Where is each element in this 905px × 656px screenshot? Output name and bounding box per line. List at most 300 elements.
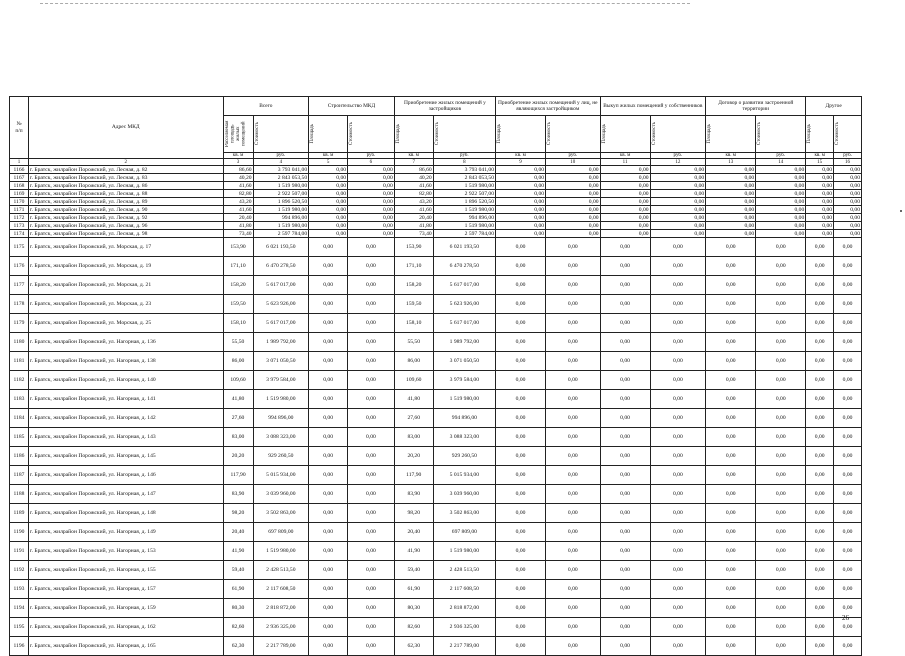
cost-cell: 0,00 bbox=[546, 198, 601, 206]
row-number-cell: 1170 bbox=[10, 198, 29, 206]
cost-cell: 0,00 bbox=[834, 182, 862, 190]
area-cell: 0,00 bbox=[600, 238, 650, 257]
area-cell: 0,00 bbox=[496, 206, 546, 214]
area-cell: 0,00 bbox=[706, 182, 756, 190]
area-cell: 0,00 bbox=[309, 428, 348, 447]
cost-cell: 929 260,50 bbox=[433, 447, 495, 466]
table-row bbox=[10, 580, 862, 599]
cost-cell: 697 809,00 bbox=[253, 523, 309, 542]
area-cell: 0,00 bbox=[806, 333, 834, 352]
unit-cell: кв. м bbox=[223, 153, 253, 159]
column-number-cell: 13 bbox=[706, 159, 756, 166]
area-cell: 0,00 bbox=[806, 504, 834, 523]
cost-cell: 0,00 bbox=[834, 238, 862, 257]
cost-cell: 2 117 608,50 bbox=[433, 580, 495, 599]
area-cell: 0,00 bbox=[600, 352, 650, 371]
row-number-cell: 1194 bbox=[10, 599, 29, 618]
cost-cell: 3 088 323,00 bbox=[433, 428, 495, 447]
area-cell: 0,00 bbox=[309, 637, 348, 656]
area-cell: 0,00 bbox=[806, 485, 834, 504]
area-cell: 0,00 bbox=[706, 257, 756, 276]
area-cell: 82,80 bbox=[223, 190, 253, 198]
column-number-cell: 9 bbox=[496, 159, 546, 166]
row-number-cell: 1189 bbox=[10, 504, 29, 523]
cost-cell: 0,00 bbox=[834, 166, 862, 174]
cost-cell: 0,00 bbox=[756, 174, 806, 182]
cost-cell: 2 597 784,00 bbox=[433, 230, 495, 238]
area-cell: 0,00 bbox=[806, 222, 834, 230]
column-number-cell: 15 bbox=[806, 159, 834, 166]
cost-cell: 0,00 bbox=[348, 390, 395, 409]
area-cell: 0,00 bbox=[496, 599, 546, 618]
area-cell: 0,00 bbox=[600, 485, 650, 504]
area-cell: 0,00 bbox=[806, 314, 834, 333]
cost-cell: 0,00 bbox=[546, 352, 601, 371]
area-cell: 0,00 bbox=[496, 523, 546, 542]
cost-cell: 0,00 bbox=[348, 314, 395, 333]
area-cell: 0,00 bbox=[806, 637, 834, 656]
area-cell: 20,40 bbox=[394, 523, 433, 542]
area-cell: 0,00 bbox=[309, 504, 348, 523]
area-cell: 83,90 bbox=[223, 485, 253, 504]
table-row bbox=[10, 409, 862, 428]
subheader-label: Стоимость bbox=[349, 122, 355, 146]
row-number-cell: 1192 bbox=[10, 561, 29, 580]
cost-cell: 0,00 bbox=[650, 352, 706, 371]
subheader-area bbox=[806, 116, 834, 153]
cost-cell: 2 818 872,00 bbox=[253, 599, 309, 618]
cost-cell: 0,00 bbox=[650, 166, 706, 174]
cost-cell: 0,00 bbox=[546, 214, 601, 222]
subheader-label: Расселяемая площадь жилых помещений bbox=[224, 120, 247, 148]
resettlement-table bbox=[9, 96, 862, 656]
cost-cell: 0,00 bbox=[756, 637, 806, 656]
cost-cell: 0,00 bbox=[546, 333, 601, 352]
cost-cell: 994 896,00 bbox=[433, 214, 495, 222]
cost-cell: 0,00 bbox=[834, 523, 862, 542]
area-cell: 0,00 bbox=[309, 333, 348, 352]
unit-cell: кв. м bbox=[600, 153, 650, 159]
area-cell: 0,00 bbox=[706, 580, 756, 599]
cost-cell: 0,00 bbox=[650, 561, 706, 580]
cost-cell: 697 809,00 bbox=[433, 523, 495, 542]
cost-cell: 0,00 bbox=[834, 206, 862, 214]
cost-cell: 0,00 bbox=[650, 206, 706, 214]
table-row bbox=[10, 257, 862, 276]
cost-cell: 1 989 792,00 bbox=[253, 333, 309, 352]
subheader-area bbox=[394, 116, 433, 153]
cost-cell: 0,00 bbox=[756, 166, 806, 174]
cost-cell: 2 217 789,00 bbox=[253, 637, 309, 656]
area-cell: 0,00 bbox=[706, 561, 756, 580]
area-cell: 0,00 bbox=[600, 618, 650, 637]
area-cell: 59,40 bbox=[223, 561, 253, 580]
table-row bbox=[10, 390, 862, 409]
area-cell: 0,00 bbox=[496, 409, 546, 428]
address-cell: г. Братск, жилрайон Порожский, ул. Лесная, д. 83 bbox=[28, 174, 223, 182]
cost-cell: 0,00 bbox=[650, 295, 706, 314]
cost-cell: 0,00 bbox=[756, 371, 806, 390]
column-number-cell: 12 bbox=[650, 159, 706, 166]
cost-cell: 1 896 520,50 bbox=[433, 198, 495, 206]
row-number-cell: 1181 bbox=[10, 352, 29, 371]
area-cell: 0,00 bbox=[600, 599, 650, 618]
area-cell: 0,00 bbox=[600, 504, 650, 523]
table-row bbox=[10, 166, 862, 174]
cost-cell: 1 519 980,00 bbox=[433, 182, 495, 190]
cost-cell: 2 922 507,00 bbox=[433, 190, 495, 198]
cost-cell: 0,00 bbox=[650, 174, 706, 182]
cost-cell: 3 071 050,50 bbox=[433, 352, 495, 371]
address-cell: г. Братск, жилрайон Порожский, ул. Лесная, д. 98 bbox=[28, 230, 223, 238]
area-cell: 158,20 bbox=[394, 276, 433, 295]
cost-cell: 0,00 bbox=[650, 314, 706, 333]
cost-cell: 2 217 789,00 bbox=[433, 637, 495, 656]
cost-cell: 0,00 bbox=[756, 599, 806, 618]
area-cell: 41,80 bbox=[394, 222, 433, 230]
unit-cell: руб. bbox=[348, 153, 395, 159]
cost-cell: 0,00 bbox=[546, 466, 601, 485]
area-cell: 0,00 bbox=[309, 542, 348, 561]
row-number-cell: 1196 bbox=[10, 637, 29, 656]
area-cell: 43,20 bbox=[394, 198, 433, 206]
header-group-development-agreement: Договор о развитии застроенной территории bbox=[706, 97, 806, 116]
area-cell: 0,00 bbox=[806, 599, 834, 618]
cost-cell: 0,00 bbox=[756, 230, 806, 238]
row-number-cell: 1188 bbox=[10, 485, 29, 504]
column-number-cell: 6 bbox=[348, 159, 395, 166]
address-cell: г. Братск, жилрайон Порожский, ул. Нагорная, д. 165 bbox=[28, 637, 223, 656]
cost-cell: 0,00 bbox=[834, 466, 862, 485]
area-cell: 0,00 bbox=[496, 371, 546, 390]
area-cell: 117,90 bbox=[394, 466, 433, 485]
table-row bbox=[10, 314, 862, 333]
table-row bbox=[10, 447, 862, 466]
cost-cell: 1 519 980,00 bbox=[253, 206, 309, 214]
area-cell: 0,00 bbox=[706, 390, 756, 409]
table-row bbox=[10, 230, 862, 238]
area-cell: 0,00 bbox=[806, 428, 834, 447]
area-cell: 0,00 bbox=[600, 466, 650, 485]
row-number-cell: 1185 bbox=[10, 428, 29, 447]
cost-cell: 0,00 bbox=[756, 190, 806, 198]
address-cell: г. Братск, жилрайон Порожский, ул. Лесная, д. 96 bbox=[28, 222, 223, 230]
table-row bbox=[10, 206, 862, 214]
cost-cell: 0,00 bbox=[348, 276, 395, 295]
address-cell: г. Братск, жилрайон Порожский, ул. Морская, д. 17 bbox=[28, 238, 223, 257]
row-number-cell: 1187 bbox=[10, 466, 29, 485]
area-cell: 0,00 bbox=[309, 295, 348, 314]
table-row bbox=[10, 371, 862, 390]
subheader-label: Стоимость bbox=[254, 122, 260, 146]
scan-speck bbox=[900, 210, 902, 212]
cost-cell: 0,00 bbox=[546, 206, 601, 214]
address-cell: г. Братск, жилрайон Порожский, ул. Нагорная, д. 143 bbox=[28, 428, 223, 447]
area-cell: 0,00 bbox=[309, 447, 348, 466]
cost-cell: 2 818 872,00 bbox=[433, 599, 495, 618]
row-number-cell: 1169 bbox=[10, 190, 29, 198]
cost-cell: 0,00 bbox=[756, 276, 806, 295]
area-cell: 153,90 bbox=[394, 238, 433, 257]
row-number-cell: 1168 bbox=[10, 182, 29, 190]
area-cell: 0,00 bbox=[309, 190, 348, 198]
area-cell: 0,00 bbox=[496, 174, 546, 182]
unit-cell: кв. м bbox=[496, 153, 546, 159]
area-cell: 0,00 bbox=[496, 198, 546, 206]
area-cell: 98,20 bbox=[394, 504, 433, 523]
row-number-cell: 1178 bbox=[10, 295, 29, 314]
area-cell: 0,00 bbox=[706, 599, 756, 618]
cost-cell: 0,00 bbox=[650, 198, 706, 206]
cost-cell: 0,00 bbox=[756, 466, 806, 485]
subheader-label: Площадь bbox=[707, 124, 713, 144]
area-cell: 40,20 bbox=[223, 174, 253, 182]
area-cell: 0,00 bbox=[706, 504, 756, 523]
cost-cell: 0,00 bbox=[834, 428, 862, 447]
area-cell: 109,60 bbox=[394, 371, 433, 390]
cost-cell: 0,00 bbox=[834, 198, 862, 206]
cost-cell: 0,00 bbox=[756, 222, 806, 230]
row-number-cell: 1176 bbox=[10, 257, 29, 276]
row-number-cell: 1191 bbox=[10, 542, 29, 561]
cost-cell: 0,00 bbox=[834, 314, 862, 333]
cost-cell: 0,00 bbox=[348, 618, 395, 637]
area-cell: 59,40 bbox=[394, 561, 433, 580]
area-cell: 0,00 bbox=[806, 580, 834, 599]
column-number-cell: 11 bbox=[600, 159, 650, 166]
subheader-cost bbox=[433, 116, 495, 153]
area-cell: 0,00 bbox=[309, 257, 348, 276]
area-cell: 0,00 bbox=[706, 238, 756, 257]
area-cell: 0,00 bbox=[600, 174, 650, 182]
cost-cell: 3 793 041,00 bbox=[433, 166, 495, 174]
cost-cell: 0,00 bbox=[348, 206, 395, 214]
address-cell: г. Братск, жилрайон Порожский, ул. Нагорная, д. 148 bbox=[28, 504, 223, 523]
cost-cell: 0,00 bbox=[834, 409, 862, 428]
cost-cell: 5 617 017,00 bbox=[253, 276, 309, 295]
unit-cell: руб. bbox=[546, 153, 601, 159]
cost-cell: 0,00 bbox=[756, 447, 806, 466]
cost-cell: 0,00 bbox=[756, 333, 806, 352]
area-cell: 0,00 bbox=[309, 276, 348, 295]
row-number-cell: 1166 bbox=[10, 166, 29, 174]
subheader-area bbox=[496, 116, 546, 153]
area-cell: 27,60 bbox=[223, 409, 253, 428]
cost-cell: 0,00 bbox=[756, 580, 806, 599]
area-cell: 0,00 bbox=[496, 295, 546, 314]
address-cell: г. Братск, жилрайон Порожский, ул. Морская, д. 21 bbox=[28, 276, 223, 295]
address-cell: г. Братск, жилрайон Порожский, ул. Лесная, д. 82 bbox=[28, 166, 223, 174]
cost-cell: 0,00 bbox=[546, 295, 601, 314]
cost-cell: 3 088 323,00 bbox=[253, 428, 309, 447]
cost-cell: 5 623 926,00 bbox=[253, 295, 309, 314]
header-group-buyout: Выкуп жилых помещений у собственников bbox=[600, 97, 706, 116]
cost-cell: 0,00 bbox=[348, 166, 395, 174]
subheader-cost bbox=[253, 116, 309, 153]
cost-cell: 0,00 bbox=[546, 230, 601, 238]
cost-cell: 0,00 bbox=[834, 295, 862, 314]
row-number-cell: 1184 bbox=[10, 409, 29, 428]
cost-cell: 0,00 bbox=[546, 174, 601, 182]
area-cell: 0,00 bbox=[600, 523, 650, 542]
cost-cell: 0,00 bbox=[650, 182, 706, 190]
address-cell: г. Братск, жилрайон Порожский, ул. Лесная, д. 86 bbox=[28, 182, 223, 190]
cost-cell: 0,00 bbox=[348, 222, 395, 230]
unit-cell: кв. м bbox=[309, 153, 348, 159]
area-cell: 0,00 bbox=[706, 333, 756, 352]
cost-cell: 994 896,00 bbox=[253, 214, 309, 222]
subheader-label: Стоимость bbox=[547, 122, 553, 146]
cost-cell: 0,00 bbox=[834, 618, 862, 637]
column-number-cell: 1 bbox=[10, 159, 29, 166]
subheader-label: Стоимость bbox=[835, 122, 841, 146]
unit-cell: руб. bbox=[433, 153, 495, 159]
cost-cell: 0,00 bbox=[650, 447, 706, 466]
area-cell: 0,00 bbox=[706, 523, 756, 542]
cost-cell: 5 617 017,00 bbox=[433, 314, 495, 333]
cost-cell: 0,00 bbox=[546, 599, 601, 618]
column-number-cell: 3 bbox=[223, 159, 253, 166]
row-number-cell: 1174 bbox=[10, 230, 29, 238]
cost-cell: 0,00 bbox=[546, 222, 601, 230]
cost-cell: 0,00 bbox=[546, 314, 601, 333]
area-cell: 0,00 bbox=[309, 230, 348, 238]
area-cell: 0,00 bbox=[706, 542, 756, 561]
cost-cell: 0,00 bbox=[650, 466, 706, 485]
area-cell: 0,00 bbox=[600, 198, 650, 206]
subheader-label: Стоимость bbox=[651, 122, 657, 146]
cost-cell: 0,00 bbox=[650, 238, 706, 257]
area-cell: 0,00 bbox=[496, 190, 546, 198]
area-cell: 0,00 bbox=[496, 637, 546, 656]
cost-cell: 2 843 053,50 bbox=[253, 174, 309, 182]
address-cell: г. Братск, жилрайон Порожский, ул. Нагорная, д. 138 bbox=[28, 352, 223, 371]
cost-cell: 0,00 bbox=[348, 182, 395, 190]
cost-cell: 0,00 bbox=[348, 198, 395, 206]
cost-cell: 0,00 bbox=[756, 504, 806, 523]
area-cell: 0,00 bbox=[806, 182, 834, 190]
cost-cell: 0,00 bbox=[546, 637, 601, 656]
cost-cell: 0,00 bbox=[756, 206, 806, 214]
area-cell: 0,00 bbox=[600, 580, 650, 599]
row-number-cell: 1177 bbox=[10, 276, 29, 295]
area-cell: 0,00 bbox=[806, 198, 834, 206]
cost-cell: 0,00 bbox=[834, 333, 862, 352]
cost-cell: 0,00 bbox=[348, 542, 395, 561]
area-cell: 0,00 bbox=[806, 618, 834, 637]
area-cell: 80,30 bbox=[223, 599, 253, 618]
column-number-cell: 14 bbox=[756, 159, 806, 166]
subheader-area bbox=[309, 116, 348, 153]
area-cell: 0,00 bbox=[309, 523, 348, 542]
area-cell: 83,90 bbox=[394, 485, 433, 504]
address-cell: г. Братск, жилрайон Порожский, ул. Лесная, д. 89 bbox=[28, 198, 223, 206]
cost-cell: 0,00 bbox=[546, 485, 601, 504]
area-cell: 98,20 bbox=[223, 504, 253, 523]
cost-cell: 0,00 bbox=[650, 276, 706, 295]
area-cell: 0,00 bbox=[806, 206, 834, 214]
cost-cell: 0,00 bbox=[546, 182, 601, 190]
area-cell: 158,10 bbox=[223, 314, 253, 333]
table-row bbox=[10, 295, 862, 314]
address-cell: г. Братск, жилрайон Порожский, ул. Нагорная, д. 159 bbox=[28, 599, 223, 618]
column-number-cell: 16 bbox=[834, 159, 862, 166]
table-row bbox=[10, 504, 862, 523]
area-cell: 0,00 bbox=[806, 352, 834, 371]
header-row-number: № п/п bbox=[10, 97, 29, 159]
cost-cell: 0,00 bbox=[834, 561, 862, 580]
cost-cell: 0,00 bbox=[348, 371, 395, 390]
cost-cell: 3 979 584,00 bbox=[433, 371, 495, 390]
cost-cell: 1 519 980,00 bbox=[433, 390, 495, 409]
area-cell: 109,60 bbox=[223, 371, 253, 390]
cost-cell: 0,00 bbox=[650, 230, 706, 238]
cost-cell: 0,00 bbox=[348, 190, 395, 198]
column-number-cell: 2 bbox=[28, 159, 223, 166]
area-cell: 55,50 bbox=[394, 333, 433, 352]
area-cell: 0,00 bbox=[496, 257, 546, 276]
table-row bbox=[10, 561, 862, 580]
column-number-cell: 4 bbox=[253, 159, 309, 166]
area-cell: 82,60 bbox=[223, 618, 253, 637]
cost-cell: 0,00 bbox=[756, 198, 806, 206]
area-cell: 86,00 bbox=[223, 352, 253, 371]
area-cell: 0,00 bbox=[496, 238, 546, 257]
column-number-cell: 7 bbox=[394, 159, 433, 166]
area-cell: 0,00 bbox=[309, 561, 348, 580]
address-cell: г. Братск, жилрайон Порожский, ул. Нагорная, д. 142 bbox=[28, 409, 223, 428]
cost-cell: 0,00 bbox=[546, 238, 601, 257]
address-cell: г. Братск, жилрайон Порожский, ул. Нагорная, д. 141 bbox=[28, 390, 223, 409]
table-row bbox=[10, 238, 862, 257]
address-cell: г. Братск, жилрайон Порожский, ул. Лесная, д. 90 bbox=[28, 206, 223, 214]
address-cell: г. Братск, жилрайон Порожский, ул. Нагорная, д. 157 bbox=[28, 580, 223, 599]
area-cell: 0,00 bbox=[806, 174, 834, 182]
cost-cell: 0,00 bbox=[756, 314, 806, 333]
cost-cell: 3 039 960,00 bbox=[253, 485, 309, 504]
cost-cell: 929 260,50 bbox=[253, 447, 309, 466]
cost-cell: 0,00 bbox=[834, 174, 862, 182]
area-cell: 0,00 bbox=[806, 230, 834, 238]
area-cell: 0,00 bbox=[309, 371, 348, 390]
column-number-cell: 10 bbox=[546, 159, 601, 166]
table-row bbox=[10, 542, 862, 561]
cost-cell: 0,00 bbox=[756, 295, 806, 314]
table-row bbox=[10, 466, 862, 485]
area-cell: 0,00 bbox=[806, 214, 834, 222]
area-cell: 159,50 bbox=[223, 295, 253, 314]
table-row bbox=[10, 599, 862, 618]
cost-cell: 0,00 bbox=[834, 276, 862, 295]
area-cell: 0,00 bbox=[706, 428, 756, 447]
area-cell: 61,90 bbox=[223, 580, 253, 599]
area-cell: 0,00 bbox=[496, 166, 546, 174]
area-cell: 0,00 bbox=[309, 166, 348, 174]
area-cell: 55,50 bbox=[223, 333, 253, 352]
cost-cell: 1 519 980,00 bbox=[433, 206, 495, 214]
cost-cell: 0,00 bbox=[348, 466, 395, 485]
cost-cell: 3 039 960,00 bbox=[433, 485, 495, 504]
area-cell: 41,60 bbox=[223, 206, 253, 214]
row-number-cell: 1193 bbox=[10, 580, 29, 599]
area-cell: 41,80 bbox=[394, 390, 433, 409]
subheader-label: Площадь bbox=[395, 124, 401, 144]
area-cell: 0,00 bbox=[496, 314, 546, 333]
subheader-label: Стоимость bbox=[757, 122, 763, 146]
address-cell: г. Братск, жилрайон Порожский, ул. Нагорная, д. 155 bbox=[28, 561, 223, 580]
column-number-cell: 8 bbox=[433, 159, 495, 166]
address-cell: г. Братск, жилрайон Порожский, ул. Нагорная, д. 153 bbox=[28, 542, 223, 561]
